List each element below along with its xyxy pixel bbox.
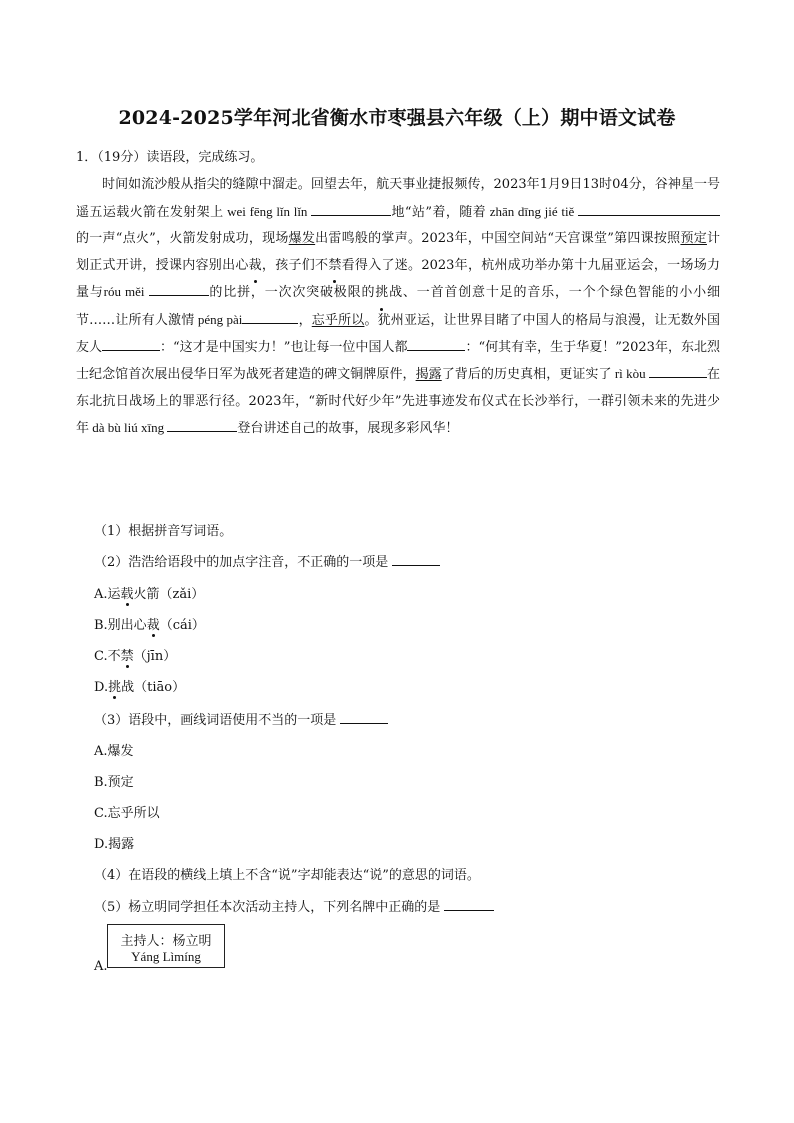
pinyin-prompt: dà bù liú xīng	[89, 420, 168, 436]
passage-text: 的一声“点火”，火箭发射成功，现场	[76, 231, 289, 247]
nameplate-option-a[interactable]	[107, 924, 225, 968]
passage-text: 时间如流沙般从指尖的缝隙中溜走。回望去年，航天事业捷报频传，2023年1月9日13时04分，谷神星一号遥五运载火箭在发射架上	[76, 177, 720, 220]
option-text: 战（tiāo）	[121, 680, 186, 695]
option-5a-label[interactable]: A.	[94, 959, 108, 974]
passage-text: ：“这才是中国实力！”也让每一位中国人都	[160, 339, 408, 355]
dotted-character: 挑	[375, 280, 388, 307]
passage-text: ，	[298, 312, 312, 328]
answer-blank[interactable]	[242, 310, 298, 324]
question-header: 1．（19分）读语段，完成练习。	[76, 150, 264, 165]
option-3b[interactable]: B.预定	[94, 775, 134, 790]
answer-blank[interactable]	[444, 897, 494, 911]
passage-text: 了背后的历史真相，更证实了	[441, 367, 612, 383]
subquestion-1: （1）根据拼音写词语。	[94, 524, 233, 539]
passage-text: 。犹州亚运，让世界目睹了中国人的格局与浪漫，让无数外国友人	[76, 312, 720, 355]
dotted-character: 裁	[249, 253, 262, 280]
subquestion-3	[94, 709, 388, 728]
passage-text: ：“何其有幸，生于华夏！”2023年，东北烈士纪念馆首次展出侵华日军为战死者建造的碑文铜牌原件，	[76, 339, 720, 383]
nameplate-title: 主持人：杨立明	[120, 934, 212, 949]
pinyin-prompt: róu měi	[103, 284, 149, 300]
passage-text: 出雷鸣般的掌声。2023年，中国空间站“天宫课堂”第四课按照	[315, 231, 681, 247]
pinyin-prompt: zhān dīng jié tiě	[486, 203, 578, 219]
passage-text: 登台讲述自己的故事，展现多彩风华！	[237, 421, 459, 437]
answer-blank[interactable]	[392, 552, 440, 566]
option-3c[interactable]: C.忘乎所以	[94, 806, 160, 821]
dotted-character: 裁	[147, 614, 160, 633]
passage-text: 的比拼，一次次突破极限的	[208, 285, 376, 301]
option-text: B.别出心	[94, 618, 147, 633]
option-text: D.	[94, 680, 109, 695]
underlined-word: 预定	[680, 231, 707, 247]
option-2a[interactable]	[94, 583, 204, 602]
reading-passage	[76, 172, 720, 443]
page-title: 2024-2025学年河北省衡水市枣强县六年级（上）期中语文试卷	[118, 107, 676, 129]
pinyin-prompt: rì kòu	[611, 366, 649, 382]
nameplate-pinyin: Yáng Lìmíng	[131, 949, 201, 964]
answer-blank[interactable]	[407, 337, 465, 351]
option-text: A.运	[94, 587, 121, 602]
dotted-character: 禁	[121, 645, 134, 664]
passage-text: 战、一首首创意十足的音乐，一个个绿色智能的小小细节……让所有人激情	[76, 285, 720, 328]
passage-text: 计划正式开讲，授课内容别出心	[76, 231, 720, 273]
dotted-character: 挑	[108, 676, 121, 695]
subquestion-5-text: （5）杨立明同学担任本次活动主持人，下列名牌中正确的是	[94, 900, 441, 915]
answer-blank[interactable]	[649, 364, 707, 378]
passage-text: ，孩子们不	[261, 257, 329, 273]
option-text: 火箭（zǎi）	[133, 587, 205, 602]
pinyin-prompt: wei fēng lǐn lǐn	[223, 203, 312, 219]
pinyin-prompt: péng pài	[194, 311, 243, 327]
dotted-character: 载	[121, 583, 134, 602]
answer-blank[interactable]	[578, 202, 720, 216]
option-3a[interactable]: A.爆发	[94, 744, 134, 759]
underlined-word: 爆发	[288, 231, 316, 247]
option-text: C.不	[94, 649, 121, 664]
passage-text: 地“站”着，随着	[391, 204, 487, 220]
underlined-word: 揭露	[415, 367, 442, 383]
option-2d[interactable]	[94, 676, 185, 695]
option-2b[interactable]	[94, 614, 205, 633]
subquestion-3-text: （3）语段中，画线词语使用不当的一项是	[94, 713, 337, 728]
passage-text: 在东北抗日战场上的罪恶行径。2023年，“新时代好少年”先进事迹发布仪式在长沙举行，一群引领未来的先进少年	[76, 367, 720, 437]
option-text: （jīn）	[133, 649, 177, 664]
underlined-word: 忘乎所以	[311, 312, 365, 328]
answer-blank[interactable]	[149, 282, 209, 296]
subquestion-2-text: （2）浩浩给语段中的加点字注音，不正确的一项是	[94, 555, 389, 570]
option-3d[interactable]: D.揭露	[94, 837, 135, 852]
answer-blank[interactable]	[340, 710, 388, 724]
answer-blank[interactable]	[102, 337, 160, 351]
subquestion-2	[94, 551, 440, 570]
option-2c[interactable]	[94, 645, 176, 664]
subquestion-5	[94, 896, 494, 915]
subquestion-4: （4）在语段的横线上填上不含“说”字却能表达“说”的意思的词语。	[94, 868, 480, 883]
answer-blank[interactable]	[311, 202, 391, 216]
option-text: （cái）	[159, 618, 205, 633]
passage-text: 看得入了迷。2023年，杭州成功举办第十九届亚运会，一场场力量与	[76, 257, 720, 301]
answer-blank[interactable]	[167, 418, 237, 432]
dotted-character: 禁	[328, 253, 341, 280]
